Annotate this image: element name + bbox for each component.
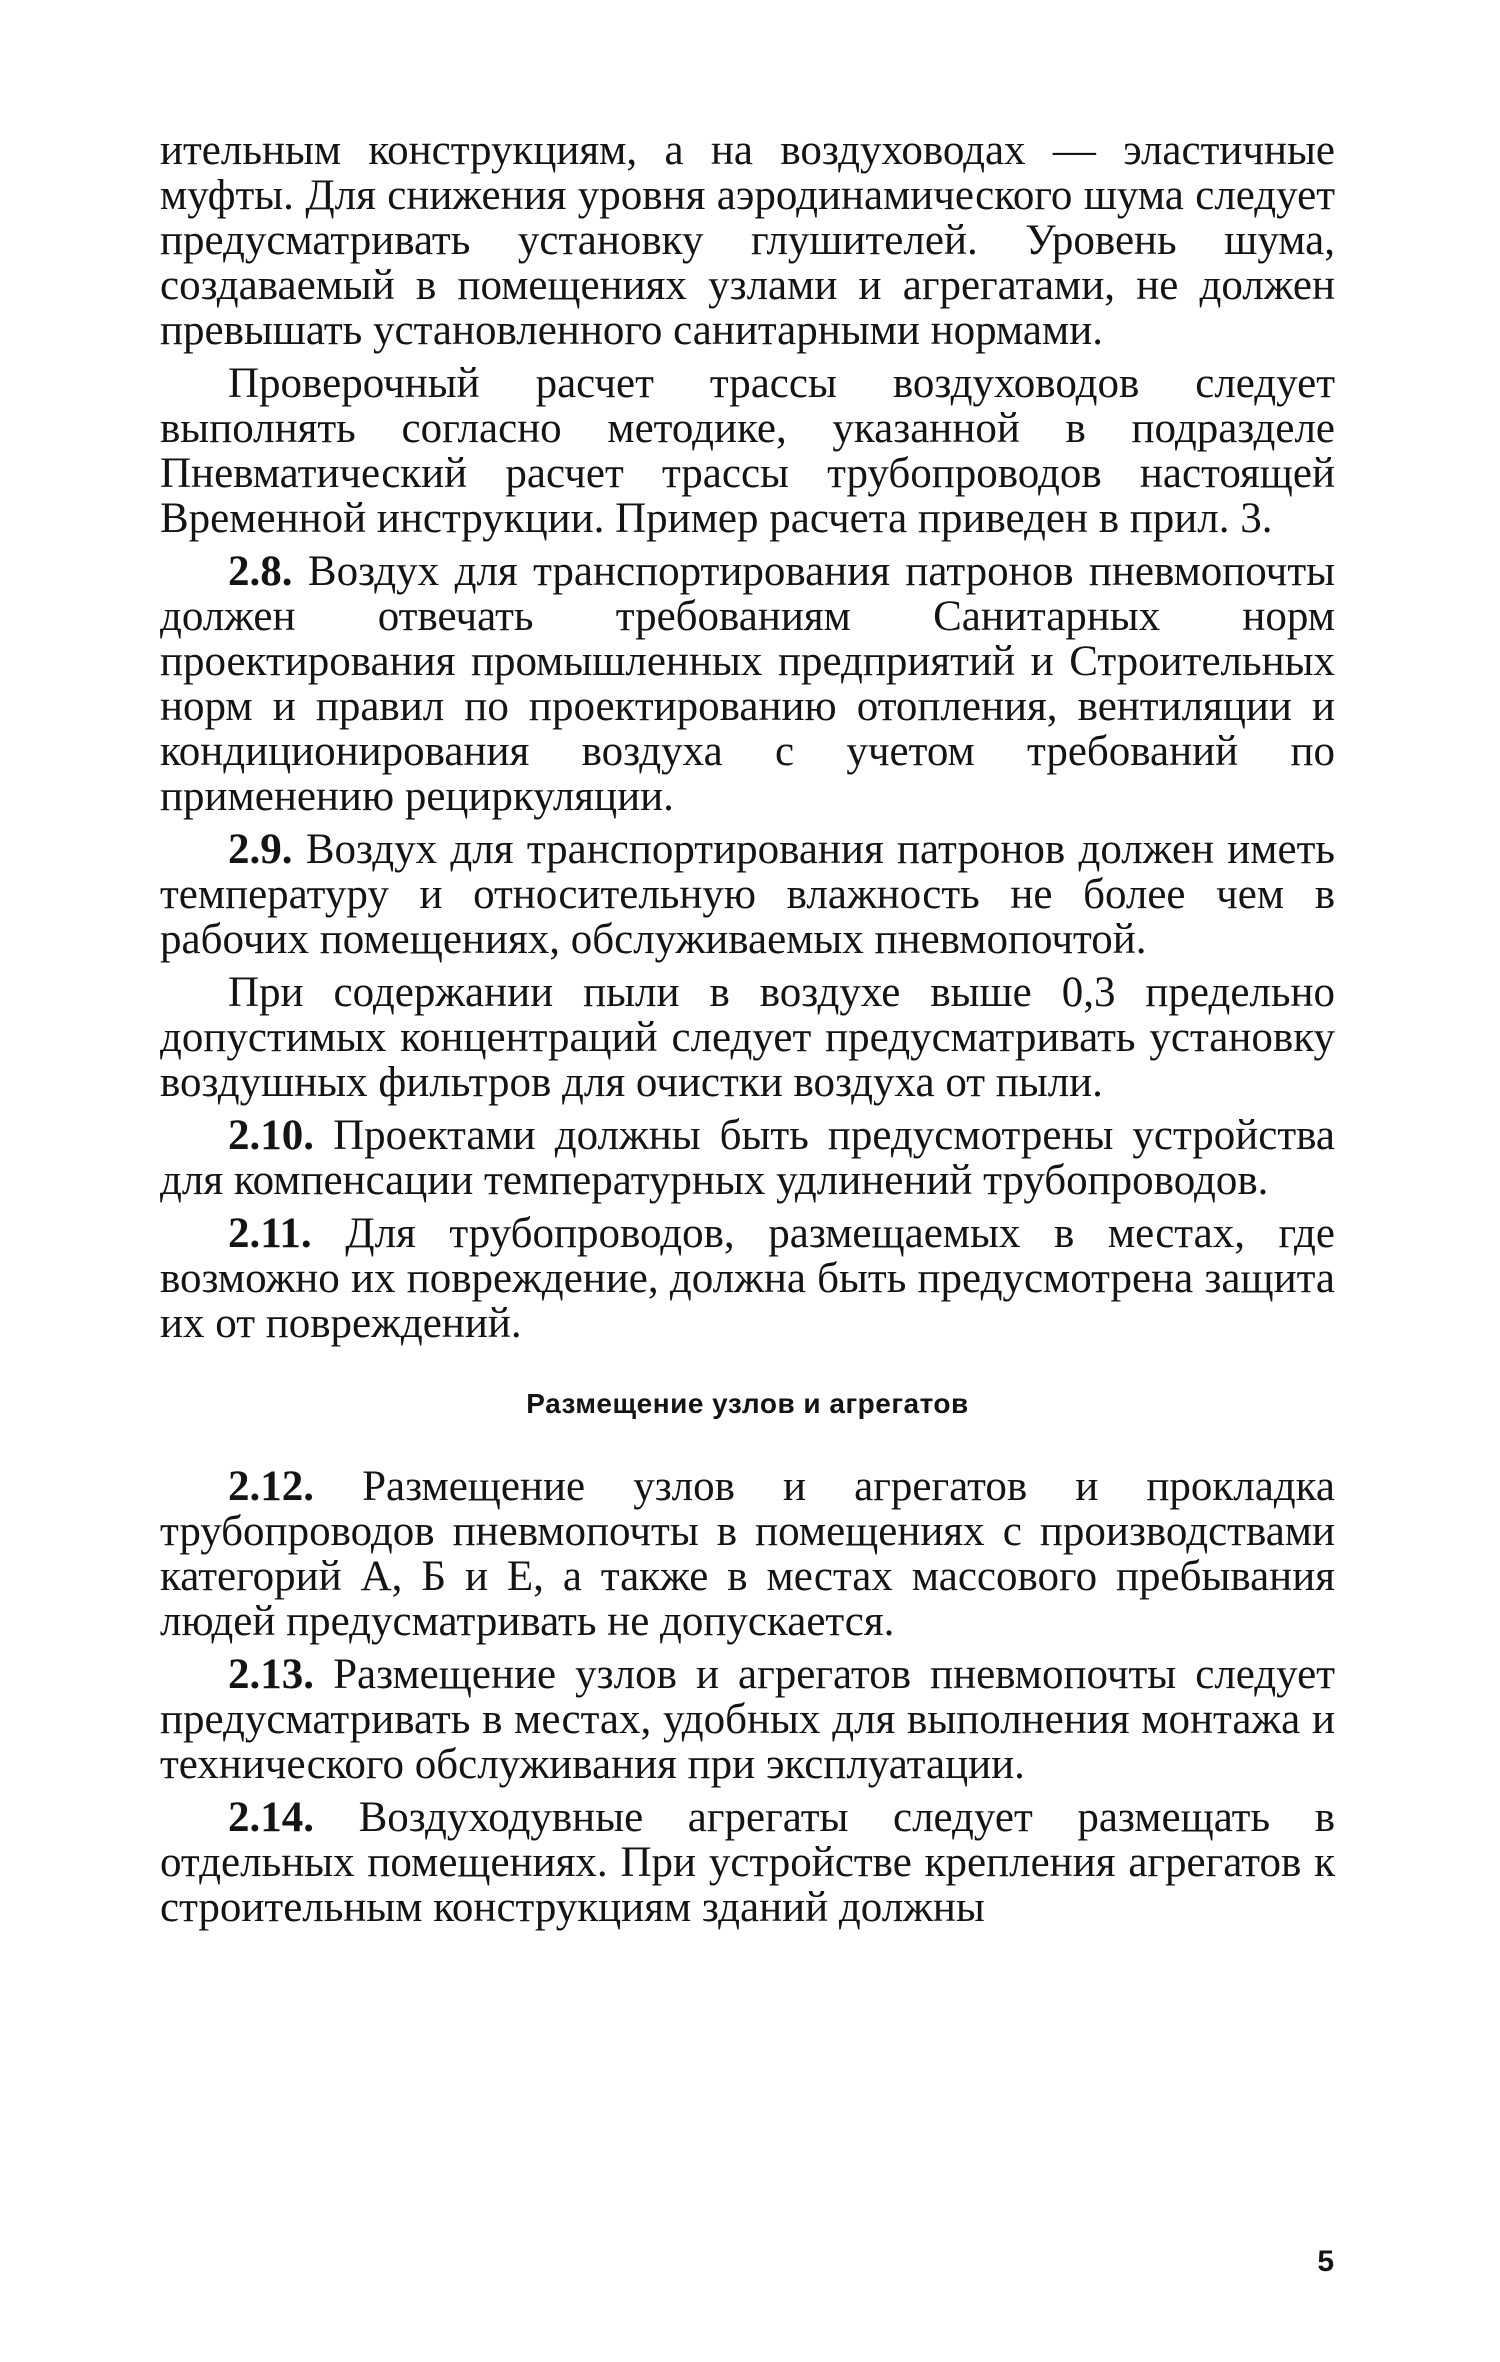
clause-number: 2.12. (228, 1463, 314, 1510)
bottom-paragraphs (160, 1464, 1335, 1930)
paragraph (160, 1211, 1335, 1346)
paragraph-text: ительным конструкциям, а на воздуховодах — эластичные муфты. Для снижения уровня аэродинамического шума следует предусматривать установку глушителей. Уровень шума, создаваемый в помещениях узлами и агрегатами, не должен превышать установленного санитарными нормами. (160, 127, 1335, 354)
clause-number: 2.13. (228, 1651, 314, 1698)
paragraph (160, 549, 1335, 819)
paragraph-text: Воздуходувные агрегаты следует размещать в отдельных помещениях. При устройстве крепления агрегатов к строительным конструкциям зданий должны (160, 1794, 1335, 1931)
paragraph (160, 827, 1335, 962)
clause-number: 2.8. (228, 548, 293, 595)
page-number: 5 (1317, 2245, 1334, 2278)
paragraph (160, 1652, 1335, 1787)
section-heading: Размещение узлов и агрегатов (526, 1388, 969, 1419)
paragraph (160, 1464, 1335, 1644)
paragraph (160, 361, 1335, 541)
paragraph-text: Размещение узлов и агрегатов и прокладка трубопроводов пневмопочты в помещениях с производствами категорий А, Б и Е, а также в местах массового пребывания людей предусматривать не допускается. (160, 1463, 1335, 1645)
clause-number: 2.14. (228, 1794, 314, 1841)
paragraph-text: Воздух для транспортирования патронов пневмопочты должен отвечать требованиям Санитарных норм проектирования промышленных предприятий и Строительных норм и правил по проектированию отопления, вентиляции и кондиционирования воздуха с учетом требований по применению рециркуляции. (160, 548, 1335, 820)
clause-number: 2.10. (228, 1112, 314, 1159)
clause-number: 2.9. (228, 826, 293, 873)
paragraph-text: При содержании пыли в воздухе выше 0,3 предельно допустимых концентраций следует предусматривать установку воздушных фильтров для очистки воздуха от пыли. (160, 969, 1335, 1106)
paragraph-text: Размещение узлов и агрегатов пневмопочты следует предусматривать в местах, удобных для выполнения монтажа и технического обслуживания при эксплуатации. (160, 1651, 1335, 1788)
top-paragraphs (160, 128, 1335, 1346)
paragraph-text: Воздух для транспортирования патронов должен иметь температуру и относительную влажность не более чем в рабочих помещениях, обслуживаемых пневмопочтой. (160, 826, 1336, 963)
document-page (160, 128, 1335, 1938)
paragraph (160, 970, 1335, 1105)
paragraph-text: Для трубопроводов, размещаемых в местах, где возможно их повреждение, должна быть предусмотрена защита их от повреждений. (160, 1210, 1336, 1347)
paragraph (160, 1113, 1335, 1203)
paragraph-text: Проверочный расчет трассы воздуховодов следует выполнять согласно методике, указанной в подразделе Пневматический расчет трассы трубопроводов настоящей Временной инструкции. Пример расчета приведен в прил. 3. (160, 360, 1335, 542)
paragraph-text: Проектами должны быть предусмотрены устройства для компенсации температурных удлинений трубопроводов. (160, 1112, 1336, 1204)
paragraph (160, 128, 1335, 353)
clause-number: 2.11. (228, 1210, 312, 1257)
paragraph (160, 1795, 1335, 1930)
